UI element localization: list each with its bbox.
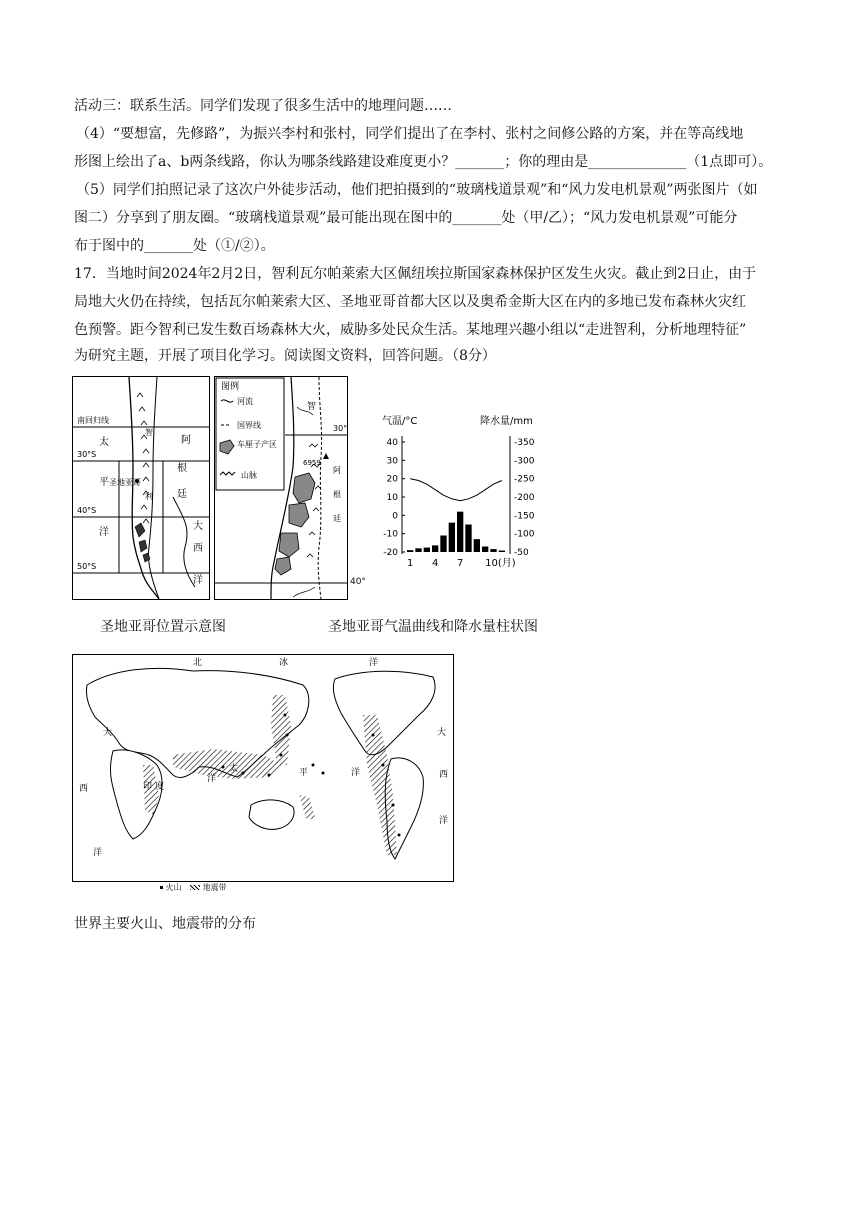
santiago-location-map bbox=[72, 376, 210, 600]
legend-border-label: 国界线 bbox=[237, 421, 261, 430]
precip-bar-9 bbox=[474, 539, 480, 552]
climate-chart-svg bbox=[376, 412, 546, 602]
map2-arg-label-3: 廷 bbox=[333, 514, 341, 523]
temp-axis-title: 气温/°C bbox=[382, 416, 418, 427]
precip-bar-4 bbox=[432, 545, 438, 552]
precip-tick-label: -100 bbox=[514, 529, 535, 540]
month-tick-label: 4 bbox=[431, 558, 439, 569]
precip-bar-11 bbox=[490, 549, 496, 552]
quake-legend-icon bbox=[190, 885, 200, 890]
santiago-label: 圣地亚哥 bbox=[109, 478, 141, 487]
world-caption: 世界主要火山、地震带的分布 bbox=[74, 916, 256, 932]
world-indian-1: 印 bbox=[143, 782, 153, 792]
month-tick-label: 7 bbox=[456, 558, 464, 569]
quake-legend-label: 地震带 bbox=[202, 883, 227, 892]
legend-cherry-label: 车厘子产区 bbox=[237, 440, 277, 449]
precip-tick-label: -300 bbox=[514, 456, 535, 467]
world-atlantic-e-3: 洋 bbox=[439, 816, 449, 826]
question-17-line-3: 色预警。距今智利已发生数百场森林大火，威胁多处民众生活。某地理兴趣小组以“走进智利，分析地理特征” bbox=[74, 322, 747, 338]
question-17-line-4: 为研究主题，开展了项目化学习。阅读图文资料，回答问题。（8分） bbox=[74, 348, 496, 364]
volcano-legend-label: 火山 bbox=[165, 883, 182, 892]
temperature-curve bbox=[410, 479, 502, 501]
precip-bar-6 bbox=[449, 523, 455, 552]
lat50-label: 50°S bbox=[77, 562, 97, 571]
world-north-label: 北 bbox=[193, 658, 203, 668]
volcano-legend-icon bbox=[160, 886, 163, 889]
chile-label-2: 利 bbox=[145, 492, 153, 501]
precip-bar-10 bbox=[482, 547, 488, 553]
lat30-label: 30°S bbox=[77, 450, 97, 459]
question-17-line-2: 局地大火仍在持续，包括瓦尔帕莱索大区、圣地亚哥首都大区以及奥希金斯大区在内的多地已发布森林火灾红 bbox=[74, 294, 746, 310]
precip-tick-label: -350 bbox=[514, 438, 535, 448]
atlantic-label-1: 大 bbox=[193, 521, 203, 532]
map2-arg-label-2: 根 bbox=[333, 490, 341, 499]
precip-tick-label: -150 bbox=[514, 511, 535, 522]
map2-chile-label: 智 bbox=[307, 402, 317, 412]
world-atlantic-w-2: 西 bbox=[79, 784, 89, 794]
atlantic-label-2: 西 bbox=[193, 543, 203, 554]
question-17-line-1: 17．当地时间2024年2月2日，智利瓦尔帕莱索大区佩纽埃拉斯国家森林保护区发生火灾。截止到2日止，由于 bbox=[74, 266, 757, 282]
world-pacific-3: 洋 bbox=[351, 768, 361, 778]
pacific-label-1: 太 bbox=[99, 437, 109, 448]
argentina-label-2: 根 bbox=[177, 463, 187, 474]
world-atlantic-w-3: 洋 bbox=[93, 848, 103, 858]
world-volcano-map bbox=[72, 654, 454, 882]
world-atlantic-e-1: 大 bbox=[437, 728, 447, 738]
pacific-label-3: 洋 bbox=[99, 527, 109, 538]
precip-tick-label: -250 bbox=[514, 474, 535, 485]
precip-tick-label: -200 bbox=[514, 493, 535, 503]
world-indian-3: 洋 bbox=[207, 774, 217, 784]
temp-tick-label: 10 bbox=[386, 493, 398, 503]
precip-bar-12 bbox=[499, 551, 505, 552]
temp-tick-label: -10 bbox=[383, 529, 398, 540]
temp-tick-label: 40 bbox=[386, 438, 398, 448]
question-4-line-2: 形图上绘出了a、b两条线路，你认为哪条线路建设难度更小？_______；你的理由是______________（1点即可）。 bbox=[74, 154, 773, 170]
question-4-line-1: （4）“要想富，先修路”，为振兴李村和张村，同学们提出了在李村、张村之间修公路的方案，并在等高线地 bbox=[76, 126, 744, 142]
atlantic-label-3: 洋 bbox=[193, 575, 203, 586]
map2-arg-label-1: 阿 bbox=[333, 466, 341, 475]
world-arctic-ocean-label: 洋 bbox=[369, 658, 379, 668]
map2-lat40: 40° bbox=[350, 577, 366, 587]
world-atlantic-e-2: 西 bbox=[439, 770, 449, 780]
world-pacific-2: 平 bbox=[299, 768, 309, 778]
peak-elevation: 6959 bbox=[303, 459, 321, 467]
precip-bar-5 bbox=[440, 536, 446, 553]
climate-chart bbox=[376, 412, 546, 602]
argentina-label-3: 廷 bbox=[177, 489, 187, 500]
precip-tick-label: -50 bbox=[514, 548, 529, 558]
precip-axis-title: 降水量/mm bbox=[480, 416, 533, 427]
precip-bar-3 bbox=[424, 548, 430, 552]
cherry-region-map bbox=[214, 376, 348, 600]
temp-tick-label: -20 bbox=[383, 548, 398, 558]
activity-three-heading: 活动三：联系生活。同学们发现了很多生活中的地理问题…… bbox=[74, 98, 452, 114]
legend-mountain-label: 山脉 bbox=[241, 471, 257, 480]
lat40-label: 40°S bbox=[77, 506, 97, 515]
question-5-line-3: 布于图中的_______处（①/②）。 bbox=[74, 238, 275, 254]
question-5-line-2: 图二）分享到了朋友圈。“玻璃栈道景观”最可能出现在图中的_______处（甲/乙）；“风力发电机景观”可能分 bbox=[74, 210, 738, 226]
temp-tick-label: 0 bbox=[392, 511, 398, 522]
map2-lat30: 30° bbox=[333, 424, 347, 433]
precip-bar-8 bbox=[465, 525, 471, 553]
world-legend bbox=[160, 882, 227, 893]
tropic-label: 南回归线 bbox=[77, 416, 109, 425]
world-indian-2: 度 bbox=[155, 782, 165, 792]
question-5-line-1: （5）同学们拍照记录了这次户外徒步活动，他们把拍摄到的“玻璃栈道景观”和“风力发电机景观”两张图片（如 bbox=[76, 182, 758, 198]
month-tick-label: 10(月) bbox=[485, 558, 516, 569]
world-pacific-1: 太 bbox=[229, 764, 239, 774]
precip-bar-1 bbox=[407, 550, 413, 552]
legend-title: 图例 bbox=[221, 382, 240, 392]
precip-bar-2 bbox=[415, 548, 421, 552]
argentina-label-1: 阿 bbox=[181, 435, 191, 446]
map1-caption: 圣地亚哥位置示意图 bbox=[100, 619, 226, 635]
precip-bar-7 bbox=[457, 512, 463, 552]
climate-caption: 圣地亚哥气温曲线和降水量柱状图 bbox=[328, 619, 538, 635]
month-tick-label: 1 bbox=[406, 558, 414, 569]
legend-river-label: 河流 bbox=[237, 397, 253, 406]
world-atlantic-w-1: 大 bbox=[103, 728, 113, 738]
temp-tick-label: 30 bbox=[386, 456, 398, 467]
pacific-label-2: 平 bbox=[99, 477, 109, 488]
chile-label-1: 智 bbox=[145, 428, 153, 437]
world-ice-label: 冰 bbox=[279, 658, 289, 668]
temp-tick-label: 20 bbox=[386, 474, 398, 485]
